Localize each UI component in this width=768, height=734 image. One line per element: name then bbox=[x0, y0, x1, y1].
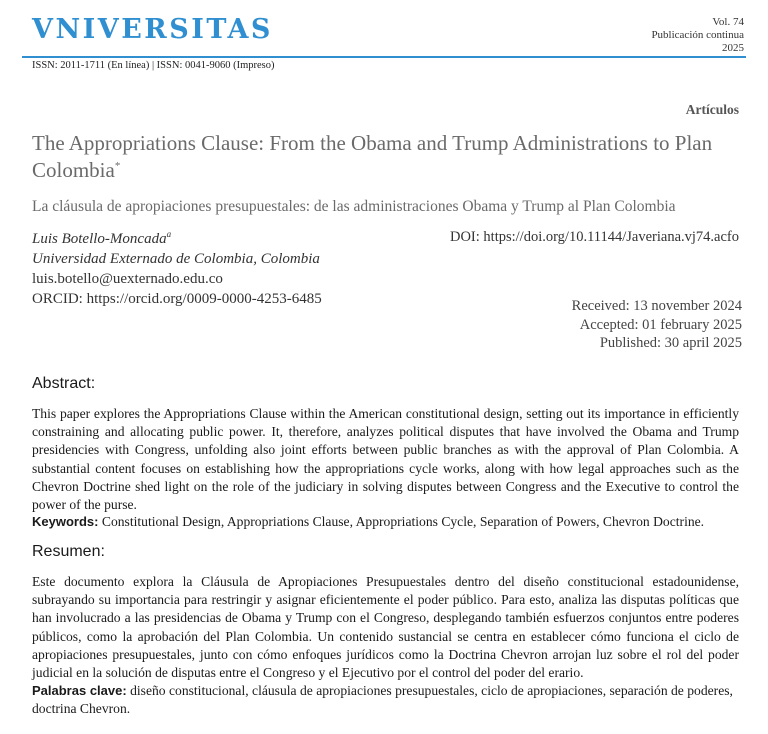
date-received: Received: 13 november 2024 bbox=[571, 298, 742, 314]
author-block bbox=[32, 229, 322, 309]
article-title-en bbox=[32, 130, 732, 184]
volume-number: Vol. 74 bbox=[712, 16, 744, 28]
author-marker: a bbox=[166, 229, 172, 239]
author-orcid[interactable]: ORCID: https://orcid.org/0009-0000-4253-6485 bbox=[32, 291, 322, 307]
publication-mode: Publicación continua bbox=[651, 29, 744, 41]
keywords-label: Keywords: bbox=[32, 514, 99, 529]
header-divider bbox=[22, 56, 746, 58]
dates-block bbox=[572, 297, 742, 353]
author-affiliation: Universidad Externado de Colombia, Colombia bbox=[32, 251, 320, 267]
issn-line: ISSN: 2011-1711 (En línea) | ISSN: 0041-9060 (Impreso) bbox=[32, 60, 275, 71]
resumen-text: Este documento explora la Cláusula de Apropiaciones Presupuestales dentro del diseño constitucional estadounidense, subrayando su importancia para restringir y asignar eficientemente el poder público. Para esto, analiza las disputas políticas que han involucrado a las presidencias de Obama y Trump con el Congreso, desplegando también esfuerzos conjuntos entre poderes públicos, como la aprobación del Plan Colombia. Un contenido sustancial se centra en establecer cómo funciona el ciclo de apropiaciones presupuestales, junto con cómo enfoques jurídicos como la Doctrina Chevron arrojan luz sobre el rol del poder judicial en la solución de disputas entre el Congreso y el Ejecutivo por el control del poder del erario. bbox=[32, 574, 739, 681]
palabras-clave-label: Palabras clave: bbox=[32, 683, 127, 698]
doi-link[interactable]: DOI: https://doi.org/10.11144/Javeriana.vj74.acfo bbox=[449, 229, 739, 245]
title-en-text: The Appropriations Clause: From the Obama and Trump Administrations to Plan Colombia bbox=[32, 131, 713, 182]
palabras-clave-list: diseño constitucional, cláusula de apropiaciones presupuestales, ciclo de apropiaciones, separación de poderes, doctrina Chevron. bbox=[32, 683, 733, 717]
date-accepted: Accepted: 01 february 2025 bbox=[579, 316, 742, 333]
publication-year: 2025 bbox=[722, 42, 744, 54]
resumen-heading: Resumen: bbox=[32, 543, 105, 560]
title-footnote-marker: * bbox=[114, 160, 121, 172]
author-email[interactable]: luis.botello@uexternado.edu.co bbox=[32, 271, 223, 287]
author-name: Luis Botello-Moncada bbox=[32, 231, 167, 247]
abstract-text: This paper explores the Appropriations Clause within the American constitutional design, setting out its importance in efficiently constraining and allocating public power. It, therefore, analyzes political disputes that have involved the Obama and Trump presidencies with Congress, unfolding also joint efforts between public branches as with the approval of Plan Colombia. A substantial content focuses on establishing how the appropriations cycle works, along with how legal approaches such as the Chevron Doctrine shed light on the role of the judiciary in solving disputes between Congress and the Executive to control the power of the purse. bbox=[32, 406, 739, 513]
keywords-list: Constitutional Design, Appropriations Clause, Appropriations Cycle, Separation of Powers, Chevron Doctrine. bbox=[101, 514, 705, 529]
journal-logo: VNIVERSITAS bbox=[32, 14, 273, 45]
resumen-keywords bbox=[32, 682, 742, 718]
author-name-line bbox=[32, 229, 322, 249]
article-title-es: La cláusula de apropiaciones presupuestales: de las administraciones Obama y Trump al Plan Colombia bbox=[32, 198, 676, 215]
section-label: Artículos bbox=[685, 102, 739, 117]
abstract-keywords bbox=[32, 513, 742, 531]
abstract-heading: Abstract: bbox=[32, 375, 96, 392]
volume-info bbox=[651, 16, 744, 55]
date-published: Published: 30 april 2025 bbox=[599, 335, 742, 351]
